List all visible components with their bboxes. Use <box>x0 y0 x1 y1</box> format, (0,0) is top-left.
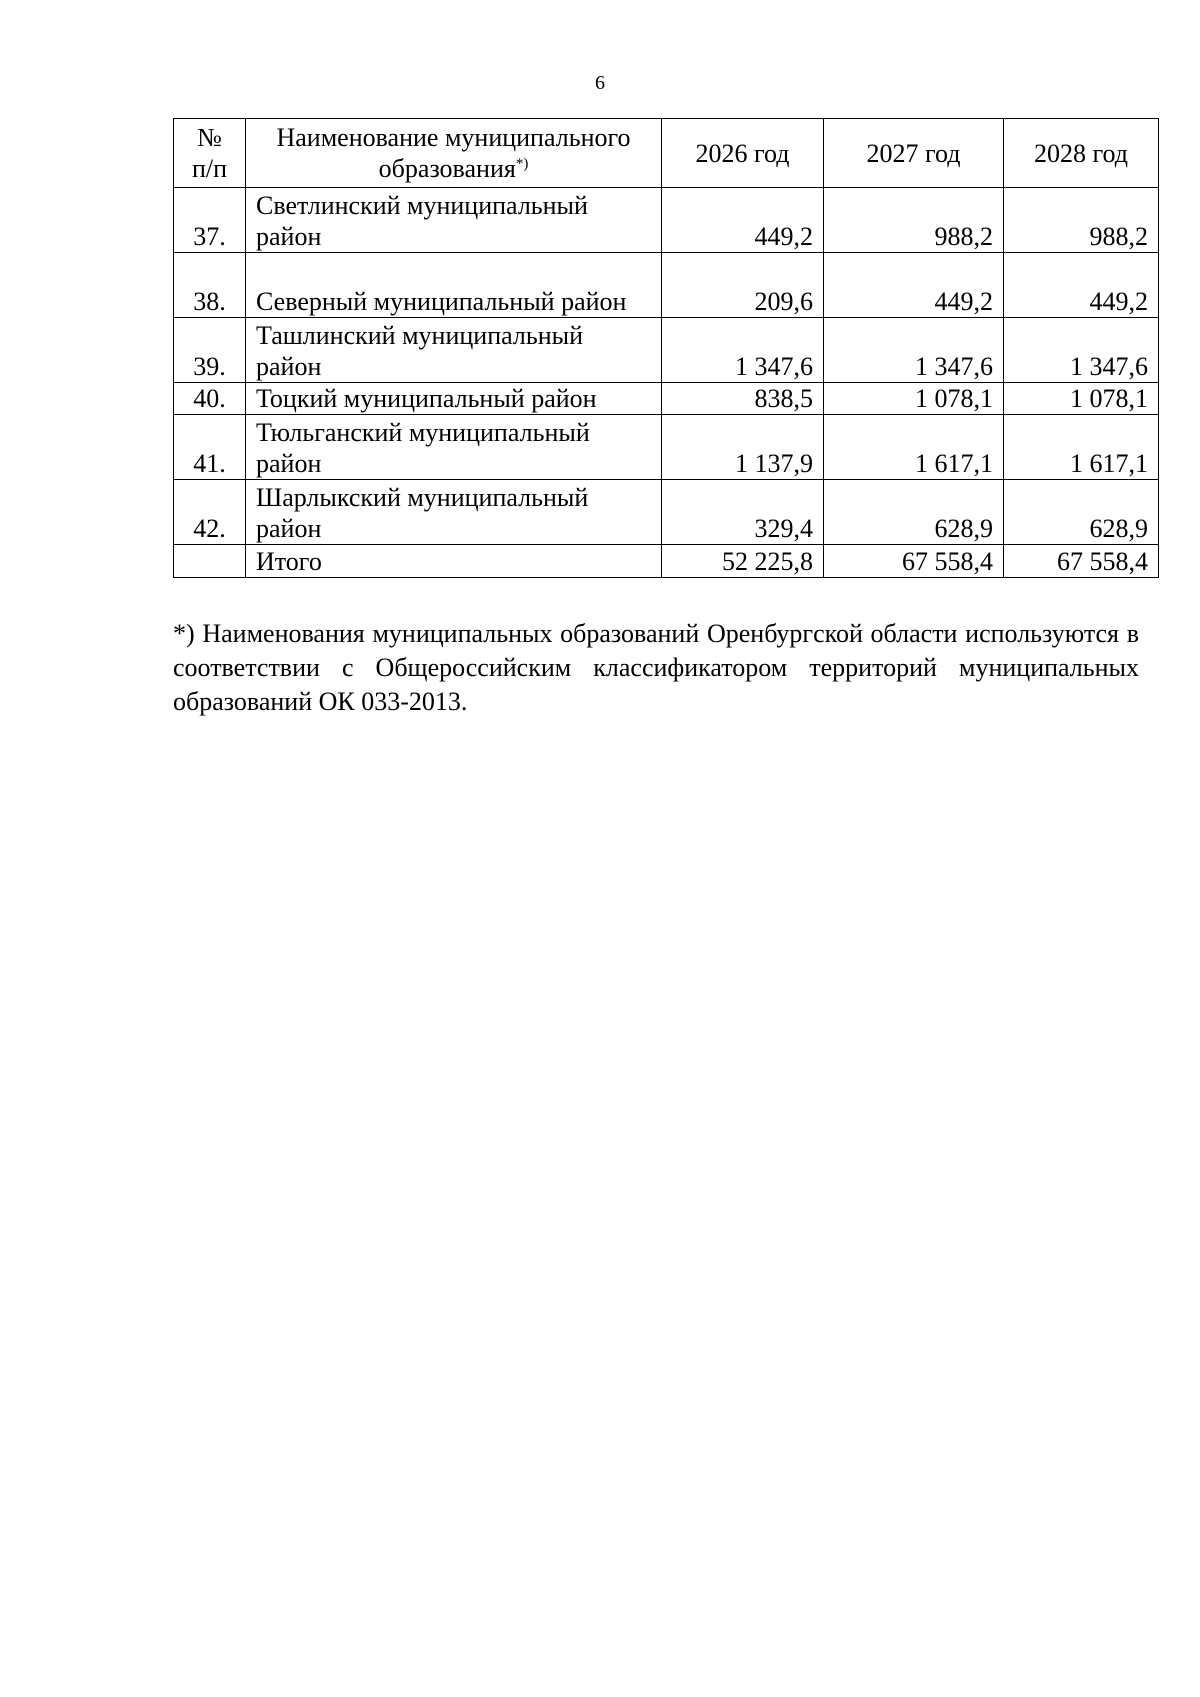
row-value-2026: 329,4 <box>662 480 824 545</box>
row-value-2028: 1 347,6 <box>1004 318 1159 383</box>
header-year-2028: 2028 год <box>1004 119 1159 188</box>
header-year-2027: 2027 год <box>824 119 1004 188</box>
row-value-2026: 209,6 <box>662 253 824 318</box>
row-value-2026: 1 137,9 <box>662 415 824 480</box>
row-value-2028: 988,2 <box>1004 188 1159 253</box>
total-value-2026: 52 225,8 <box>662 545 824 578</box>
row-value-2028: 449,2 <box>1004 253 1159 318</box>
row-value-2027: 988,2 <box>824 188 1004 253</box>
row-name: Северный муниципальный район <box>246 253 662 318</box>
row-number: 38. <box>174 253 246 318</box>
total-label: Итого <box>246 545 662 578</box>
row-value-2027: 449,2 <box>824 253 1004 318</box>
table-total-row <box>174 545 1159 578</box>
footnote: *) Наименования муниципальных образований Оренбургской области используются в соответствии с Общероссийским классификатором территорий муниципальных образований ОК 033-2013. <box>173 619 1139 716</box>
row-value-2027: 1 617,1 <box>824 415 1004 480</box>
table-row <box>174 253 1159 318</box>
row-name: Светлинский муниципальный район <box>246 188 662 253</box>
table-row <box>174 318 1159 383</box>
table-row <box>174 415 1159 480</box>
total-value-2028: 67 558,4 <box>1004 545 1159 578</box>
row-name: Ташлинский муниципальный район <box>246 318 662 383</box>
header-number-symbol: № <box>197 123 222 152</box>
row-number: 42. <box>174 480 246 545</box>
total-value-2027: 67 558,4 <box>824 545 1004 578</box>
header-number <box>174 119 246 188</box>
row-value-2028: 628,9 <box>1004 480 1159 545</box>
municipal-allocation-table <box>173 118 1159 578</box>
total-number-cell <box>174 545 246 578</box>
row-value-2027: 1 078,1 <box>824 383 1004 415</box>
header-name-footnote-mark: *) <box>515 156 529 172</box>
row-number: 41. <box>174 415 246 480</box>
row-name: Тоцкий муниципальный район <box>246 383 662 415</box>
row-value-2028: 1 078,1 <box>1004 383 1159 415</box>
row-number: 39. <box>174 318 246 383</box>
row-value-2027: 1 347,6 <box>824 318 1004 383</box>
header-number-abbrev: п/п <box>191 154 228 183</box>
row-number: 40. <box>174 383 246 415</box>
row-value-2027: 628,9 <box>824 480 1004 545</box>
row-value-2026: 449,2 <box>662 188 824 253</box>
row-name: Шарлыкский муниципальный район <box>246 480 662 545</box>
page-number: 6 <box>595 72 605 94</box>
header-name <box>246 119 662 188</box>
table-row <box>174 480 1159 545</box>
row-value-2026: 838,5 <box>662 383 824 415</box>
row-value-2028: 1 617,1 <box>1004 415 1159 480</box>
row-number: 37. <box>174 188 246 253</box>
table-row <box>174 383 1159 415</box>
table-header-row <box>174 119 1159 188</box>
row-name: Тюльганский муниципальный район <box>246 415 662 480</box>
table-row <box>174 188 1159 253</box>
row-value-2026: 1 347,6 <box>662 318 824 383</box>
header-year-2026: 2026 год <box>662 119 824 188</box>
header-name-label: Наименование муниципального образования <box>276 123 631 183</box>
